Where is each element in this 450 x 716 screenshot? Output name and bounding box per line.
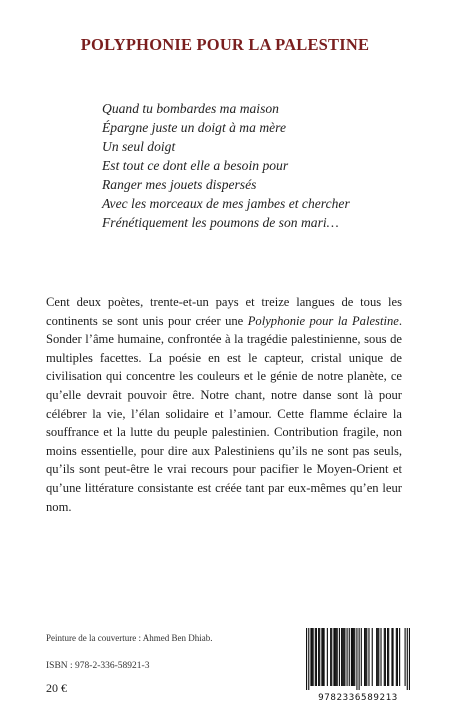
barcode-bar [322, 628, 323, 686]
poem-excerpt [102, 99, 422, 232]
barcode-bar [313, 628, 314, 686]
barcode-bar [352, 628, 353, 686]
barcode [306, 628, 410, 708]
cover-credit: Peinture de la couverture : Ahmed Ben Dhiab. [46, 633, 213, 643]
barcode-bar [311, 628, 312, 686]
barcode-bar [316, 628, 317, 686]
barcode-bar [359, 628, 360, 690]
barcode-bar [330, 628, 331, 686]
book-description [46, 293, 402, 516]
poem-line: Quand tu bombardes ma maison [102, 101, 279, 116]
barcode-bar [377, 628, 378, 686]
barcode-bar [384, 628, 385, 686]
page-title: POLYPHONIE POUR LA PALESTINE [80, 35, 370, 54]
barcode-bar [376, 628, 377, 686]
barcode-bar [351, 628, 352, 686]
barcode-bar [306, 628, 307, 690]
barcode-bar [344, 628, 345, 686]
barcode-bar [405, 628, 406, 686]
barcode-bar [336, 628, 337, 686]
barcode-bar [343, 628, 344, 686]
barcode-bar [341, 628, 342, 686]
poem-line: Épargne juste un doigt à ma mère [102, 120, 286, 135]
description-book-title: Polyphonie pour la Palestine [247, 313, 399, 328]
barcode-bar [333, 628, 334, 686]
barcode-bar [387, 628, 388, 686]
barcode-bar [308, 628, 309, 690]
barcode-bar [349, 628, 350, 686]
barcode-bar [409, 628, 410, 690]
barcode-bar [339, 628, 340, 686]
barcode-bar [334, 628, 335, 686]
barcode-bar [310, 628, 311, 686]
barcode-bar [324, 628, 325, 686]
barcode-bar [366, 628, 367, 686]
barcode-bar [356, 628, 357, 690]
barcode-bar [368, 628, 369, 686]
description-part-2: . Sonder l’âme humaine, confrontée à la tragédie palestinienne, sous de multiples facettes. La poésie en est le capteur, cristal unique de civilisation qui concentre les couleurs et le génie de notre planète, ce qu’elle devrait pouvoir être. Notre chant, notre danse sont là pour célébrer la vie, l’élan solidaire et l’amour. Cette flamme éclaire la souffrance et la lutte du peuple palestinien. Contribution fragile, non moins essentielle, pour dire aux Palestiniens qu’ils ne sont pas seuls, qu’ils sont peut-être le vrai recours pour pacifier le Moyen-Orient et qu’une littérature consistante est créée tant par eux-mêmes qu’en leur nom. [46, 313, 402, 514]
poem-line: Ranger mes jouets dispersés [102, 177, 257, 192]
barcode-bar [337, 628, 338, 686]
barcode-bar [315, 628, 316, 686]
poem-line: Avec les morceaux de mes jambes et chercher [102, 196, 350, 211]
barcode-bar [342, 628, 343, 686]
barcode-bar [347, 628, 348, 686]
barcode-bar [321, 628, 322, 686]
barcode-bar [354, 628, 355, 686]
barcode-digits: 9782336589213 [318, 692, 398, 703]
barcode-bar [318, 628, 319, 686]
barcode-bar [407, 628, 408, 690]
description-part-1: Cent deux poètes, trente-et-un pays et treize langues de tous les continents se sont unis pour créer une [46, 295, 402, 328]
barcode-bar [388, 628, 389, 686]
barcode-bar [380, 628, 381, 686]
barcode-bar [399, 628, 400, 686]
poem-line: Un seul doigt [102, 139, 176, 154]
barcode-bar [391, 628, 392, 686]
barcode-bar [331, 628, 332, 686]
barcode-bar [319, 628, 320, 686]
barcode-bar [364, 628, 365, 686]
barcode-bar [378, 628, 379, 686]
barcode-bar [361, 628, 362, 686]
price-label: 20 € [46, 681, 67, 695]
barcode-bar [392, 628, 393, 686]
barcode-bar [396, 628, 397, 686]
barcode-bar [397, 628, 398, 686]
barcode-bar [372, 628, 373, 686]
barcode-bar [353, 628, 354, 686]
isbn-label: ISBN : 978-2-336-58921-3 [46, 661, 150, 671]
poem-line: Est tout ce dont elle a besoin pour [102, 158, 289, 173]
barcode-bar [385, 628, 386, 686]
barcode-bar [327, 628, 328, 686]
barcode-bar [365, 628, 366, 686]
poem-line: Frénétiquement les poumons de son mari… [102, 215, 339, 230]
barcode-bars [306, 628, 410, 690]
